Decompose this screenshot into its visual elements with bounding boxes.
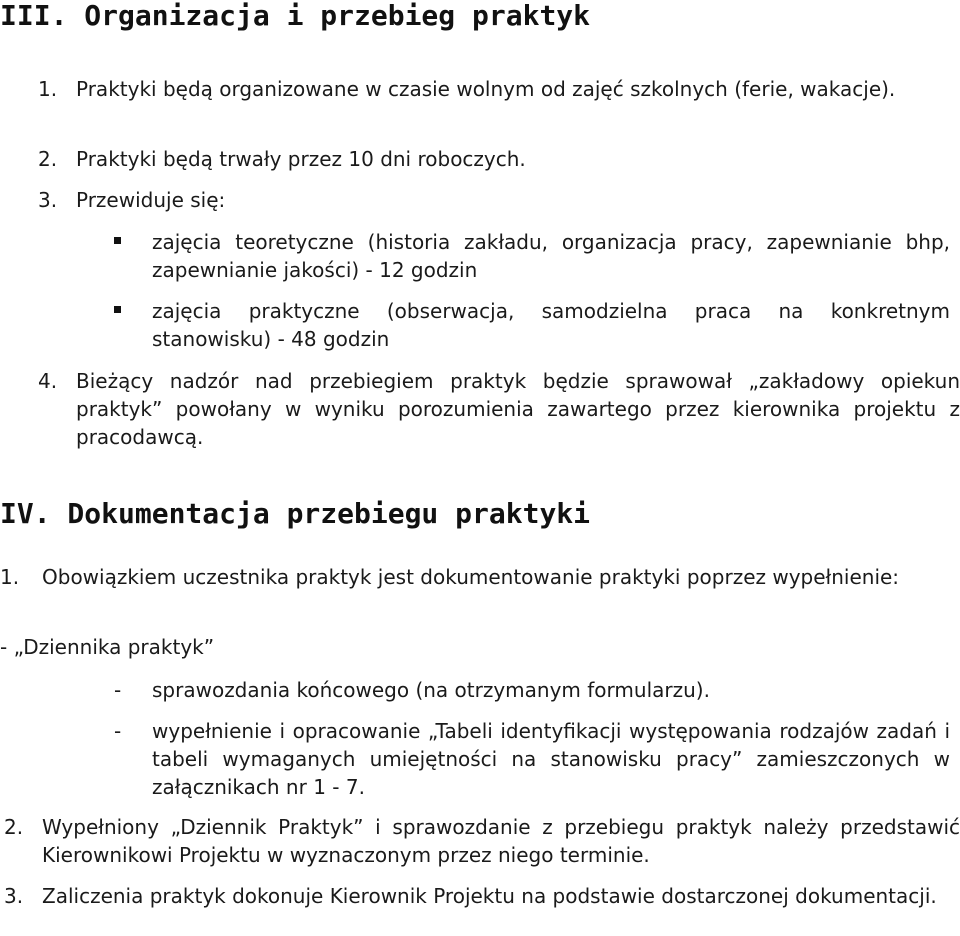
section-4-heading: IV. Dokumentacja przebiegu praktyki (0, 497, 591, 530)
list-item-text: Bieżący nadzór nad przebiegiem praktyk będzie sprawował „zakładowy opiekun praktyk” powołany w wyniku porozumienia zawartego przez kierownika projektu z pracodawcą. (76, 369, 960, 449)
list-item-text: Praktyki będą organizowane w czasie wolnym od zajęć szkolnych (ferie, wakacje). (76, 77, 896, 101)
list-item-text: Przewiduje się: (76, 188, 226, 212)
list-item-text: Zaliczenia praktyk dokonuje Kierownik Projektu na podstawie dostarczonej dokumentacji. (42, 884, 937, 908)
item-number: 3. (38, 188, 58, 212)
section-3-heading: III. Organizacja i przebieg praktyk (0, 0, 591, 32)
square-bullet-icon (114, 306, 121, 313)
list-item-text: Wypełniony „Dziennik Praktyk” i sprawozdanie z przebiegu praktyk należy przedstawić Kierownikowi Projektu w wyznaczonym przez niego terminie. (42, 815, 960, 867)
journal-item: - „Dziennika praktyk” (0, 635, 215, 659)
square-bullet-icon (114, 237, 121, 244)
item-number: 2. (4, 815, 24, 839)
item-number: 2. (38, 147, 58, 171)
list-item-text: Obowiązkiem uczestnika praktyk jest dokumentowanie praktyki poprzez wypełnienie: (42, 565, 900, 589)
dash-item-text: sprawozdania końcowego (na otrzymanym formularzu). (152, 678, 710, 702)
dash-marker: - (114, 678, 122, 702)
item-number: 4. (38, 369, 58, 393)
item-number: 1. (0, 565, 20, 589)
item-number: 1. (38, 77, 58, 101)
dash-item-text: wypełnienie i opracowanie „Tabeli identyfikacji występowania rodzajów zadań i tabeli wymaganych umiejętności na stanowisku pracy” zamieszczonych w załącznikach nr 1 - 7. (152, 719, 950, 799)
item-number: 3. (4, 884, 24, 908)
bullet-item-text: zajęcia teoretyczne (historia zakładu, organizacja pracy, zapewnianie bhp, zapewnianie jakości) - 12 godzin (152, 230, 950, 282)
bullet-item-text: zajęcia praktyczne (obserwacja, samodzielna praca na konkretnym stanowisku) - 48 godzin (152, 299, 950, 351)
dash-marker: - (114, 719, 122, 743)
list-item-text: Praktyki będą trwały przez 10 dni roboczych. (76, 147, 526, 171)
